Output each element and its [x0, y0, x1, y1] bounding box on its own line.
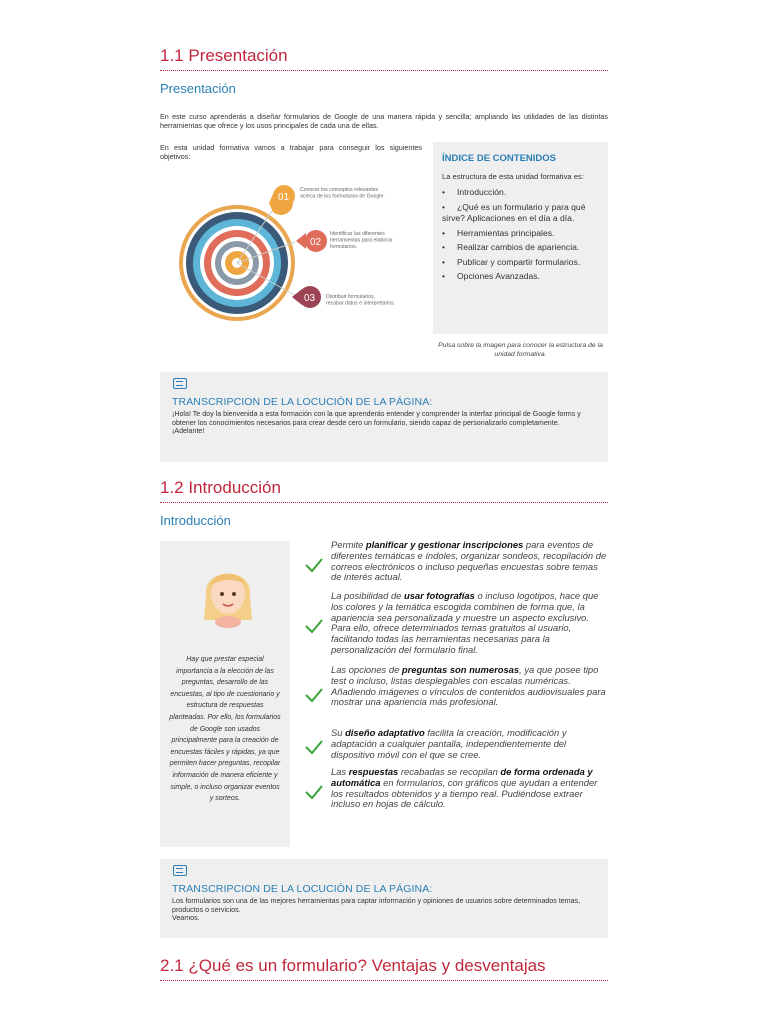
transcript-box-1	[160, 372, 608, 462]
transcript-heading: TRANSCRIPCION DE LA LOCUCIÓN DE LA PÁGINA:	[172, 396, 433, 408]
toc-item[interactable]: • Realizar cambios de apariencia.	[442, 242, 580, 252]
checkmark-icon	[304, 784, 324, 800]
transcript-box-2	[160, 859, 608, 938]
objectives-intro: En esta unidad formativa vamos a trabajar para conseguir los siguientes objetivos:	[160, 143, 422, 161]
checkmark-icon	[304, 687, 324, 703]
transcript-icon[interactable]	[173, 865, 187, 876]
feature-text: Las opciones de preguntas son numerosas, ya que posee tipo test o incluso, listas desplegables con escalas numéricas. Añadiendo imágenes o vínculos de contenidos audiovisuales para mostrar una apariencia más profesional.	[331, 664, 606, 708]
woman-avatar-icon	[200, 556, 256, 630]
checkmark-icon	[304, 618, 324, 634]
intro-aside-panel	[160, 541, 290, 847]
transcript-body: Los formularios son una de las mejores herramientas para captar información y opiniones de usuarios sobre determinados temas, productos o servicios. Veamos.	[172, 897, 581, 923]
checkmark-icon	[304, 739, 324, 755]
toc-item[interactable]: • Publicar y compartir formularios.	[442, 256, 581, 267]
objective-badge-01	[269, 185, 295, 215]
transcript-body: ¡Hola! Te doy la bienvenida a esta formación con la que aprenderás entender y comprender la interfaz principal de Google forms y obtener los conocimientos necesarios para crear desde cero un formulario, siendo capaz de personalizarlo completamente. ¡Adelante!	[172, 410, 581, 436]
objective-num-02: 02	[310, 237, 322, 248]
objective-num-03: 03	[304, 293, 316, 304]
section-title-1-1: 1.1 Presentación	[160, 46, 608, 71]
toc-panel	[433, 142, 608, 334]
toc-list	[442, 187, 602, 286]
intro-paragraph: En este curso aprenderás a diseñar formularios de Google de una manera rápida y sencilla; ampliando las utilidades de las distintas herramientas que ofrece y los usos principales de cada una de ellas.	[160, 112, 608, 130]
image-caption: Pulsa sobre la imagen para conocer la estructura de la unidad formativa.	[438, 342, 603, 358]
feature-text: Las respuestas recabadas se recopilan de forma ordenada y automática en formularios, con gráficos que ayudan a entender los resultados obtenidos y a tiempo real. Pudiéndose extraer incluso en hojas de cálculo.	[331, 766, 598, 810]
objective-text-01: Conocer los conceptos relevantes acerca de los formularios de Google.	[300, 187, 385, 200]
transcript-heading: TRANSCRIPCION DE LA LOCUCIÓN DE LA PÁGINA:	[172, 883, 433, 895]
objective-badge-02	[296, 230, 327, 252]
feature-text: La posibilidad de usar fotografías o incluso logotipos, hace que los colores y la temática escogida combinen de forma que, la apariencia sea personalizada y muestre un aspecto exclusivo. Para ello, ofrece determinados temas gratuitos al usuario, facilitando todas las herramientas necesarias para la personalización del formulario final.	[331, 590, 599, 655]
aside-text: Hay que prestar especial importancia a la elección de las preguntas, desarrollo de las encuestas, al tipo de cuestionario y estructura de respuestas planteadas. Por ello, los formularios de Google son usados principalmente para la creación de encuestas fáciles y rápidas, ya que permiten hacer preguntas, recopilar información de manera eficiente y simple, o incluso organizar eventos y sorteos.	[169, 656, 281, 803]
feature-text: Permite planificar y gestionar inscripciones para eventos de diferentes temáticas e índoles, organizar sondeos, recopilación de correos electrónicos o incluso pequeñas encuestas sobre temas de interés actual.	[331, 539, 607, 583]
checkmark-icon	[304, 557, 324, 573]
toc-heading: ÍNDICE DE CONTENIDOS	[442, 153, 557, 164]
toc-item[interactable]: • ¿Qué es un formulario y para qué sirve? Aplicaciones en el día a día.	[442, 201, 586, 223]
toc-item[interactable]: • Herramientas principales.	[442, 227, 555, 238]
section-subtitle-presentacion: Presentación	[160, 81, 236, 96]
section-title-2-1: 2.1 ¿Qué es un formulario? Ventajas y desventajas	[160, 956, 608, 981]
objectives-target-infographic[interactable]	[170, 172, 420, 332]
section-title-1-2: 1.2 Introducción	[160, 478, 608, 503]
objective-badge-03	[292, 286, 321, 308]
objective-text-03: Distribuir formularios, recabar datos e interpretarlos.	[326, 294, 396, 307]
section-subtitle-introduccion: Introducción	[160, 513, 231, 528]
toc-item[interactable]: • Introducción.	[442, 187, 507, 197]
objective-num-01: 01	[278, 192, 290, 203]
feature-text: Su diseño adaptativo facilita la creación, modificación y adaptación a cualquier pantalla, independientemente del dispositivo móvil con el que se cree.	[331, 727, 567, 760]
toc-item[interactable]: • Opciones Avanzadas.	[442, 271, 540, 281]
objective-text-02: Identificar las diferentes herramientas para elaborar formularios.	[330, 231, 393, 250]
transcript-icon[interactable]	[173, 378, 187, 389]
toc-intro: La estructura de esta unidad formativa es:	[442, 172, 584, 181]
